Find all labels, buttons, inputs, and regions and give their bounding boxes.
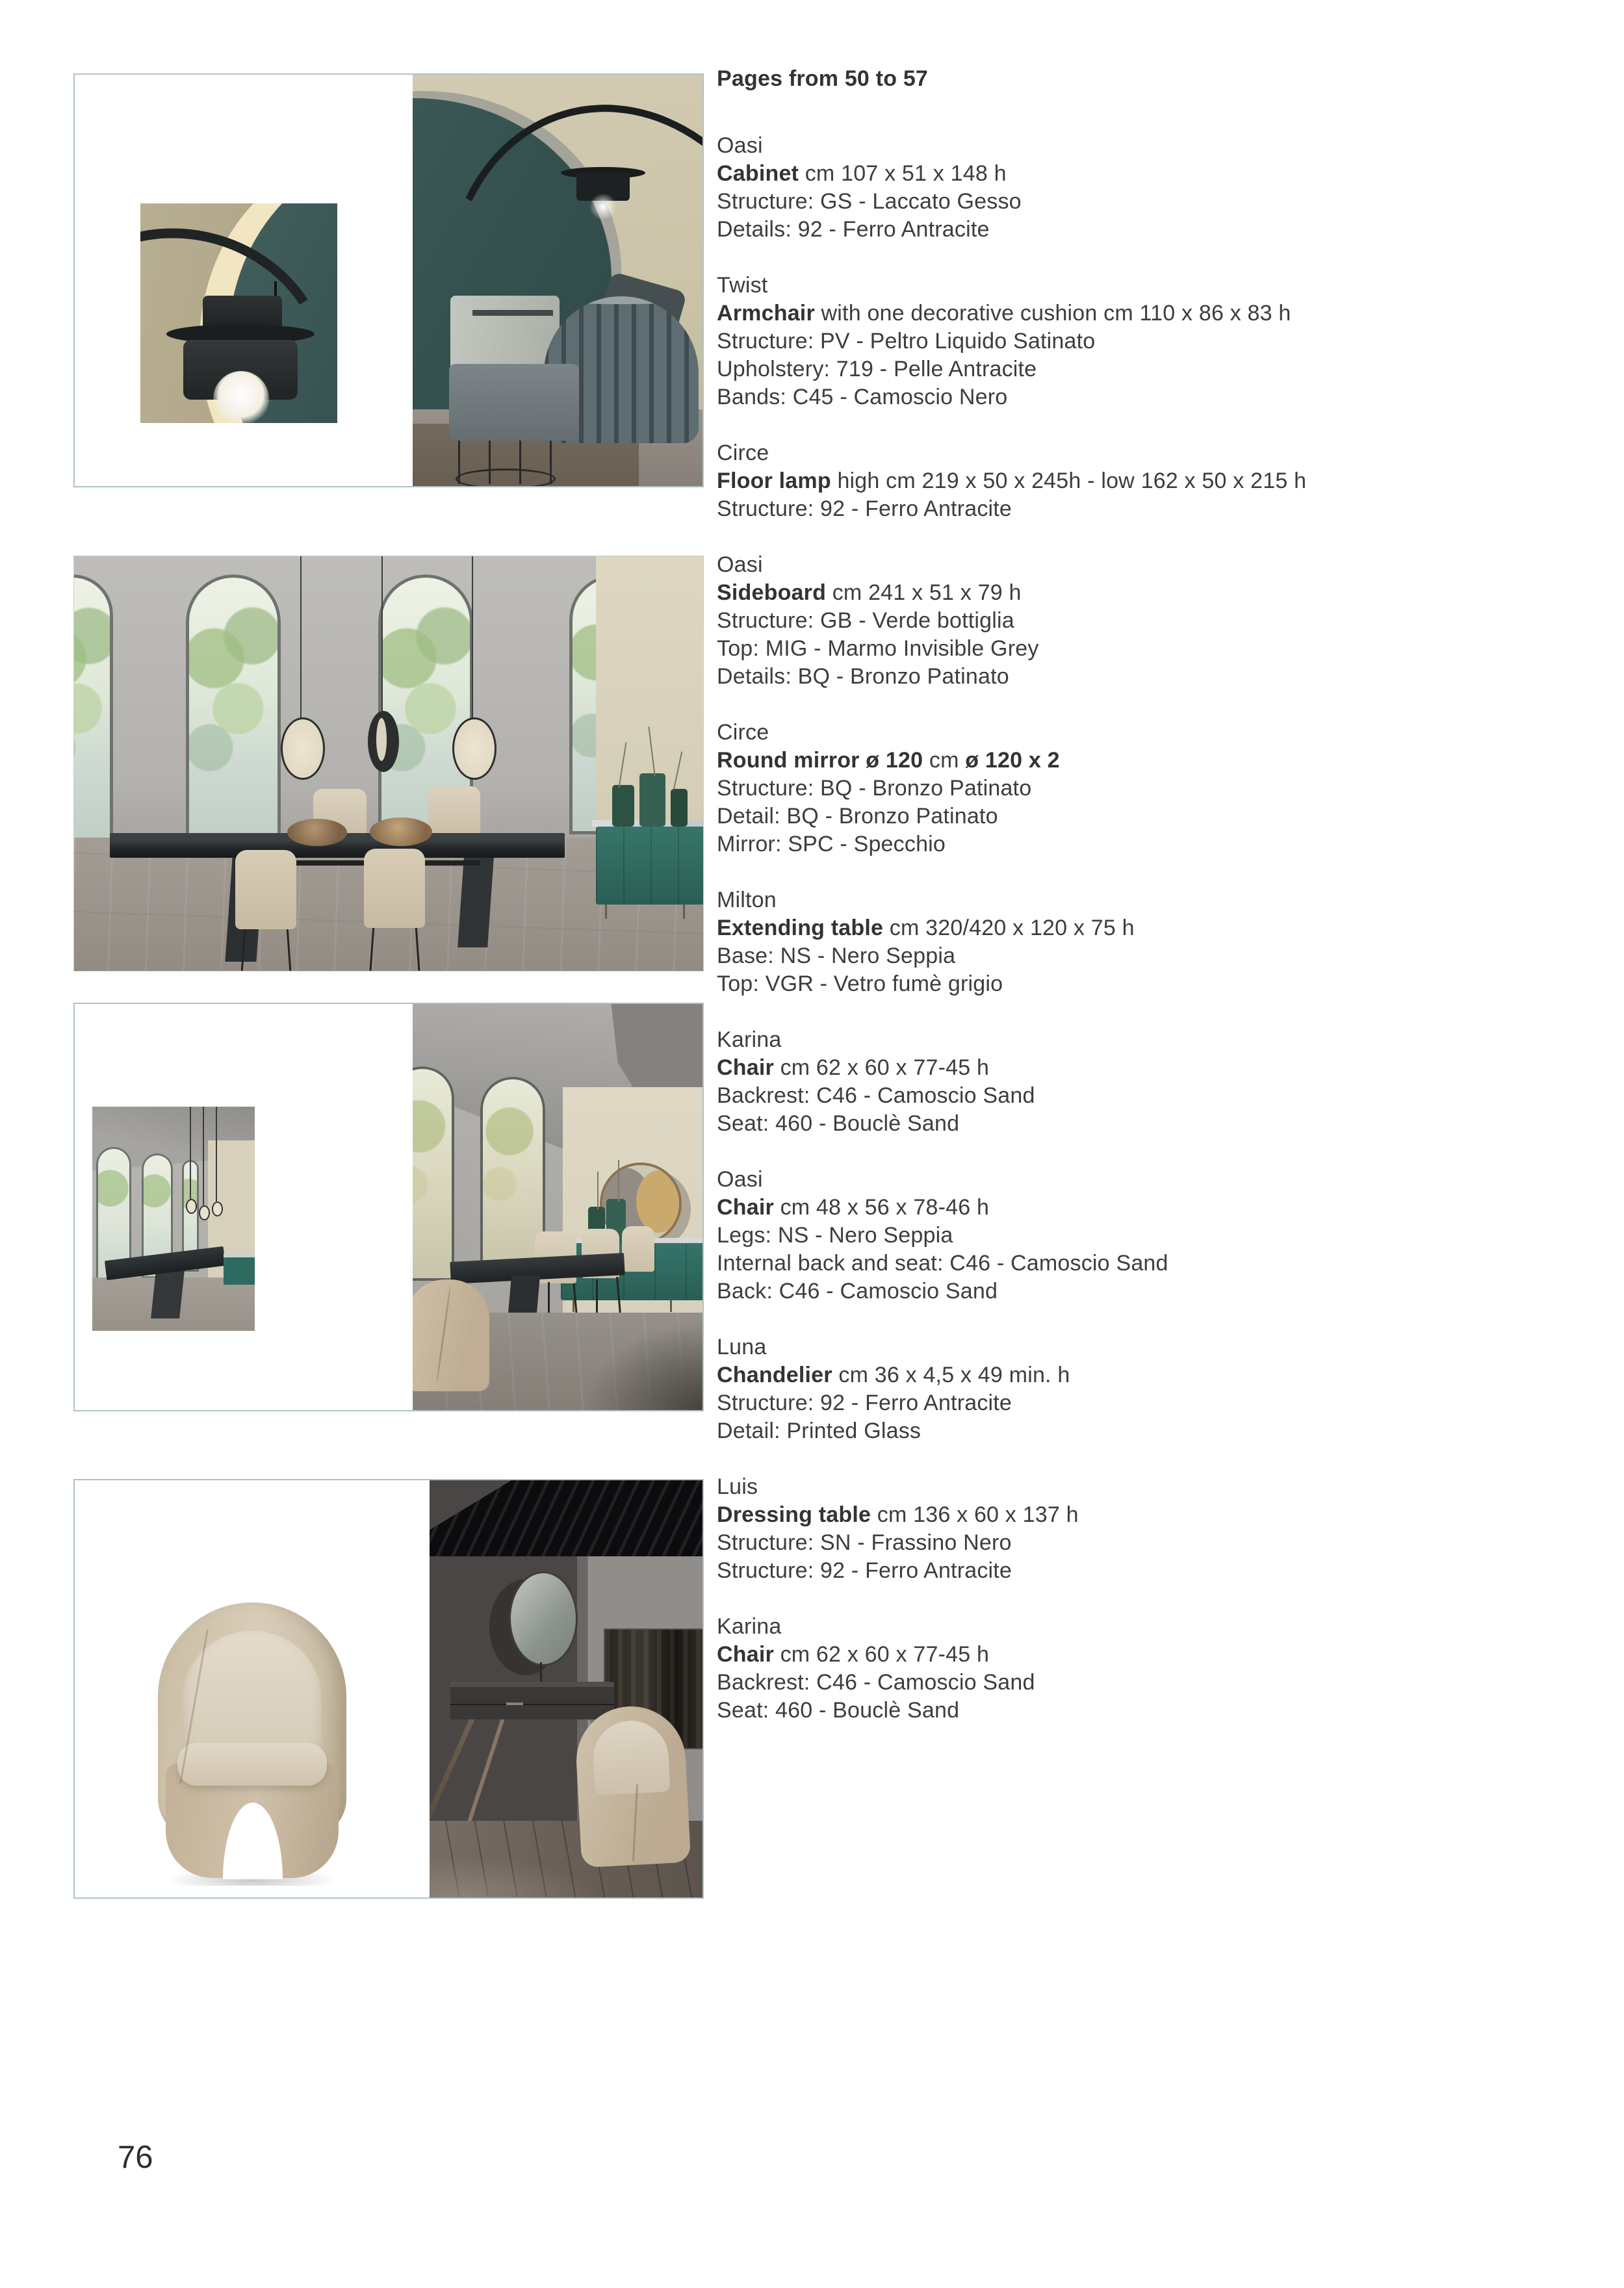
spec-line-segment: cm 48 x 56 x 78-46 h: [773, 1195, 990, 1220]
product-spec-list: [717, 132, 1464, 1725]
product-name: Milton: [717, 888, 777, 912]
product-name: Luna: [717, 1335, 767, 1359]
armchair-cushion: [449, 364, 579, 441]
spec-line-segment: Detail: BQ - Bronzo Patinato: [717, 804, 998, 829]
product-spec-block: [717, 1473, 1464, 1585]
glass-vase: [612, 785, 634, 827]
spec-line-segment: Structure: SN - Frassino Nero: [717, 1530, 1012, 1555]
product-name: Karina: [717, 1614, 782, 1639]
product-name: Circe: [717, 720, 769, 745]
spec-line: [717, 1417, 1464, 1445]
product-spec-block: [717, 719, 1464, 858]
spec-line-bold-segment: Cabinet: [717, 161, 799, 186]
spec-line: [717, 830, 1464, 858]
spec-line-bold-segment: Chair: [717, 1055, 774, 1080]
spec-line: [717, 1194, 1464, 1222]
product-spec-block: [717, 272, 1464, 411]
dried-sprig: [597, 1172, 599, 1209]
spec-line-bold-segment: Chair: [717, 1642, 774, 1667]
spec-line-segment: Mirror: SPC - Specchio: [717, 832, 946, 856]
spec-line-segment: Top: VGR - Vetro fumè grigio: [717, 971, 1003, 996]
spec-line-segment: Upholstery: 719 - Pelle Antracite: [717, 357, 1037, 381]
photo-cabinet-room: [413, 75, 702, 486]
spec-line-segment: cm 320/420 x 120 x 75 h: [883, 916, 1135, 940]
pendant-cord: [190, 1107, 191, 1199]
luna-pendant: [281, 717, 325, 780]
spec-line-segment: Backrest: C46 - Camoscio Sand: [717, 1670, 1035, 1695]
page-number: 76: [118, 2140, 153, 2175]
product-name: Twist: [717, 273, 768, 298]
spec-line: [717, 1529, 1464, 1557]
spec-line-segment: cm 62 x 60 x 77-45 h: [773, 1642, 990, 1667]
pendant-bulb-glow: [589, 193, 617, 220]
luna-pendant: [368, 711, 399, 772]
dried-sprig: [618, 1160, 619, 1202]
table-leg-panel: [458, 858, 494, 947]
karina-armchair: [413, 1279, 489, 1391]
spec-line: [717, 328, 1464, 355]
spec-line: [717, 160, 1464, 188]
spec-line-segment: cm 62 x 60 x 77-45 h: [773, 1055, 990, 1080]
spec-line-segment: cm 107 x 51 x 148 h: [799, 161, 1007, 186]
luna-pendant: [452, 717, 496, 780]
spec-line-bold-segment: Sideboard: [717, 580, 827, 605]
spec-line-bold-segment: Chair: [717, 1195, 774, 1220]
spec-line-bold-segment: Extending table: [717, 916, 884, 940]
spec-line: [717, 467, 1464, 495]
dressing-table-mirror: [509, 1571, 578, 1666]
table-leg-panel: [151, 1270, 185, 1318]
spec-line-segment: Structure: BQ - Bronzo Patinato: [717, 776, 1032, 801]
pendant-cord: [216, 1107, 217, 1202]
photo-dining-room-wide: [413, 1004, 702, 1410]
spec-line: [717, 747, 1464, 775]
spec-line-segment: cm: [923, 748, 966, 773]
product-spec-block: [717, 551, 1464, 691]
spec-line: [717, 1054, 1464, 1082]
pendant-cord: [300, 556, 302, 719]
spec-line-segment: Structure: PV - Peltro Liquido Satinato: [717, 329, 1096, 353]
figure-dressing-collage: [73, 1479, 704, 1899]
karina-chair-back: [428, 786, 480, 834]
chair-seat-cushion: [177, 1743, 327, 1786]
spec-line: [717, 1501, 1464, 1529]
product-name: Karina: [717, 1027, 782, 1052]
spec-line-bold-segment: Armchair: [717, 301, 815, 326]
mirror-stem: [540, 1662, 542, 1683]
product-name: Oasi: [717, 552, 763, 577]
spec-line-segment: Details: BQ - Bronzo Patinato: [717, 664, 1009, 689]
luna-pendant: [199, 1205, 210, 1220]
arch-window: [73, 574, 113, 854]
spec-line: [717, 355, 1464, 383]
pendant-cord: [203, 1107, 204, 1205]
spec-line-segment: Internal back and seat: C46 - Camoscio Sand: [717, 1251, 1168, 1276]
spec-line-segment: Structure: GB - Verde bottiglia: [717, 608, 1014, 633]
glass-vase: [671, 789, 688, 827]
luis-dressing-table: [450, 1682, 614, 1719]
spec-line-bold-segment: Chandelier: [717, 1363, 832, 1387]
spec-line: [717, 1361, 1464, 1389]
spec-line: [717, 775, 1464, 803]
spec-line: [717, 1641, 1464, 1669]
spec-line-segment: cm 241 x 51 x 79 h: [826, 580, 1022, 605]
luna-pendant: [186, 1199, 197, 1214]
spec-line-segment: Seat: 460 - Bouclè Sand: [717, 1111, 960, 1136]
photo-pendant-lamp-closeup: [140, 203, 337, 423]
product-spec-block: [717, 886, 1464, 998]
spec-line-bold-segment: Dressing table: [717, 1502, 871, 1527]
spec-line: [717, 188, 1464, 216]
photo-karina-chair-product: [151, 1602, 353, 1886]
figure-top-collage: [73, 73, 704, 487]
spec-line-segment: cm 36 x 4,5 x 49 min. h: [832, 1363, 1070, 1387]
spec-line: [717, 1389, 1464, 1417]
photo-dining-detail: [92, 1107, 255, 1331]
product-spec-block: [717, 1333, 1464, 1445]
spec-line: [717, 1110, 1464, 1138]
spec-line-segment: Detail: Printed Glass: [717, 1419, 922, 1443]
page-range-header: Pages from 50 to 57: [717, 66, 929, 91]
spec-line: [717, 495, 1464, 523]
spec-line-segment: Bands: C45 - Camoscio Nero: [717, 385, 1008, 409]
product-name: Oasi: [717, 133, 763, 158]
spec-line-segment: Top: MIG - Marmo Invisible Grey: [717, 636, 1039, 661]
pendant-cord: [381, 556, 383, 712]
oasi-chair: [364, 849, 425, 928]
spec-line: [717, 803, 1464, 830]
spec-line: [717, 914, 1464, 942]
drawer-handle: [506, 1703, 523, 1705]
spec-line: [717, 383, 1464, 411]
spec-line: [717, 579, 1464, 607]
product-spec-block: [717, 1026, 1464, 1138]
photo-dining-room-arches: [73, 556, 704, 971]
spec-line-bold-segment: Round mirror ø 120: [717, 748, 923, 773]
product-name: Luis: [717, 1474, 758, 1499]
spec-line-segment: Structure: 92 - Ferro Antracite: [717, 496, 1012, 521]
oasi-sideboard: [596, 827, 703, 905]
spec-line: [717, 1082, 1464, 1110]
spec-line-segment: Details: 92 - Ferro Antracite: [717, 217, 990, 242]
spec-line-bold-segment: Floor lamp: [717, 469, 831, 493]
lamp-bulb-glow: [213, 371, 269, 423]
spec-line: [717, 970, 1464, 998]
spec-line: [717, 216, 1464, 244]
spec-line: [717, 1557, 1464, 1585]
spec-line: [717, 607, 1464, 635]
spec-line-segment: Structure: 92 - Ferro Antracite: [717, 1391, 1012, 1415]
spec-line: [717, 1669, 1464, 1697]
spec-line-segment: Seat: 460 - Bouclè Sand: [717, 1698, 960, 1723]
shadow-corner: [527, 1274, 702, 1410]
product-spec-block: [717, 1166, 1464, 1305]
spec-line-bold-segment: ø 120 x 2: [965, 748, 1060, 773]
luna-pendant: [212, 1202, 223, 1216]
product-spec-block: [717, 439, 1464, 523]
spec-line-segment: with one decorative cushion cm 110 x 86 x 83 h: [814, 301, 1291, 326]
spec-line-segment: Structure: 92 - Ferro Antracite: [717, 1558, 1012, 1583]
spec-line: [717, 300, 1464, 328]
spec-line-segment: Backrest: C46 - Camoscio Sand: [717, 1083, 1035, 1108]
spec-line: [717, 1222, 1464, 1250]
spec-line: [717, 942, 1464, 970]
spec-line-segment: Structure: GS - Laccato Gesso: [717, 189, 1022, 214]
product-name: Oasi: [717, 1167, 763, 1192]
spec-line: [717, 1278, 1464, 1305]
spec-line-segment: Back: C46 - Camoscio Sand: [717, 1279, 998, 1304]
spec-line-segment: Legs: NS - Nero Seppia: [717, 1223, 953, 1248]
bronze-bowl: [370, 817, 432, 846]
product-name: Circe: [717, 441, 769, 465]
spec-line-segment: cm 136 x 60 x 137 h: [871, 1502, 1079, 1527]
oasi-sideboard: [224, 1257, 255, 1285]
oasi-chair-back: [622, 1226, 654, 1272]
pendant-cord: [472, 556, 473, 719]
spec-line-segment: high cm 219 x 50 x 245h - low 162 x 50 x 215 h: [831, 469, 1307, 493]
photo-dressing-table-room: [430, 1480, 702, 1897]
glass-vase: [639, 773, 665, 827]
spec-line: [717, 663, 1464, 691]
bronze-bowl: [287, 819, 347, 846]
spec-line-segment: Base: NS - Nero Seppia: [717, 944, 956, 968]
figure-dining-collage: [73, 1003, 704, 1411]
product-spec-block: [717, 132, 1464, 244]
arch-window: [413, 1066, 454, 1281]
karina-chair: [574, 1704, 691, 1868]
spec-line: [717, 1250, 1464, 1278]
spec-column: [717, 65, 1464, 1753]
spec-line: [717, 635, 1464, 663]
arch-window: [186, 574, 281, 854]
oasi-chair: [235, 850, 296, 929]
product-spec-block: [717, 1613, 1464, 1725]
spec-line: [717, 1697, 1464, 1725]
